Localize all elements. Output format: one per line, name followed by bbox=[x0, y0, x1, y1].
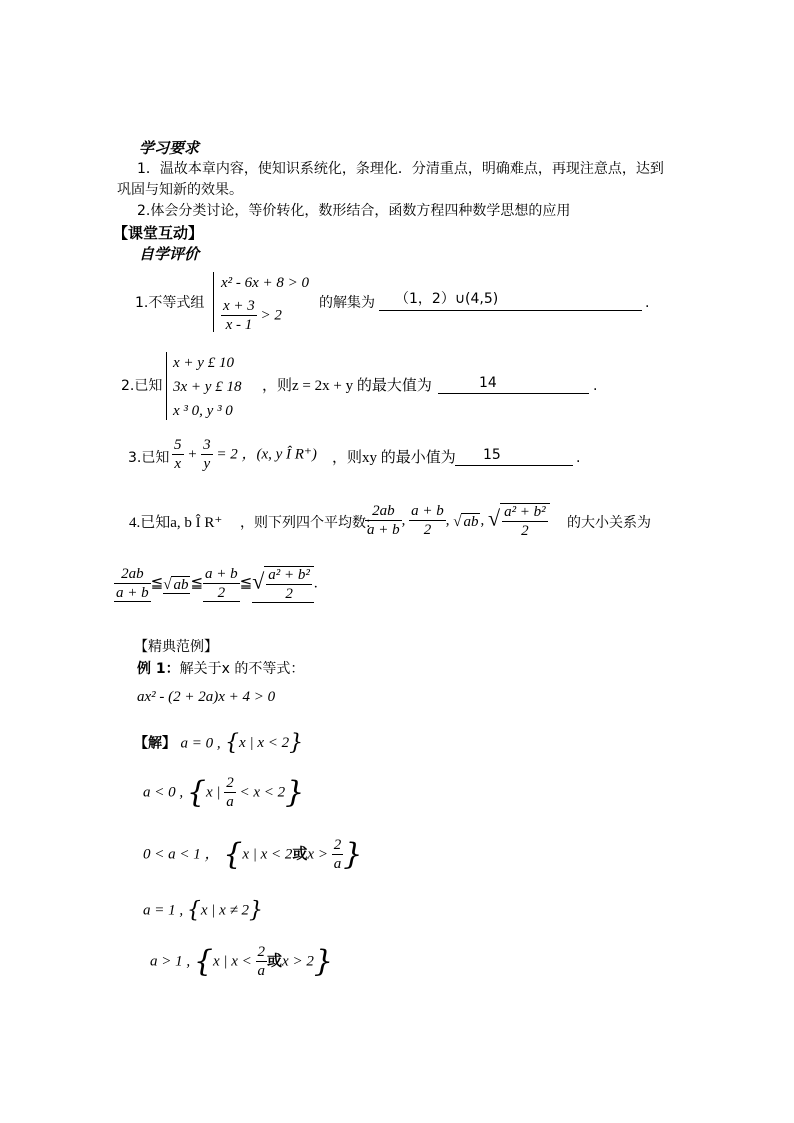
requirement-2: 2.体会分类讨论，等价转化，数形结合，函数方程四种数学思想的应用 bbox=[137, 203, 571, 219]
q1-greater-than-2: > 2 bbox=[260, 307, 282, 324]
q4-means-list: $\frac{2ab}{a + b}$ , $\frac{a + b}{2}$ , √ ab , √ $\frac{\text{a² + b²}}{2}$ bbox=[365, 503, 550, 539]
q3-plus: + bbox=[187, 446, 198, 463]
case-1-set-content: x | x < 2 bbox=[239, 735, 290, 752]
q1-answer: （1，2）∪(4,5) bbox=[395, 291, 499, 307]
q4-ans-harmonic-numerator: 2ab bbox=[114, 567, 151, 584]
q1-inequality-1: x² - 6x + 8 > 0 bbox=[221, 275, 310, 291]
q4-answer-end: . bbox=[313, 575, 318, 592]
solution bbox=[134, 733, 303, 755]
q3-answer: 15 bbox=[483, 447, 501, 463]
q4-harmonic-numerator: 2ab bbox=[365, 504, 402, 521]
q1-fraction-denominator: x - 1 bbox=[225, 317, 253, 333]
case-5-denominator: a bbox=[257, 963, 266, 979]
case-2-numerator: 2 bbox=[226, 775, 234, 791]
case-1-set: {x | x < 2} bbox=[225, 731, 304, 756]
q4-arithmetic-numerator: a + b bbox=[411, 503, 444, 519]
q4-quadratic-numerator: a² + b² bbox=[504, 504, 546, 520]
q2-system-brace bbox=[166, 352, 167, 420]
case-3-set-mid: x > bbox=[307, 846, 328, 863]
q4-suffix: 的大小关系为 bbox=[567, 515, 651, 531]
q4-mid-text: ，则下列四个平均数: bbox=[240, 515, 371, 531]
q4-prefix: 4.已知a, b Î R⁺ bbox=[129, 515, 223, 531]
q4-geometric-radicand: ab bbox=[463, 513, 479, 530]
case-3-or: 或 bbox=[292, 844, 308, 863]
case-5-set-right: x > 2 bbox=[282, 953, 314, 970]
q3-f2-numerator: 3 bbox=[203, 437, 211, 453]
section-title-examples: 【精典范例】 bbox=[134, 639, 218, 655]
q4-leq-2: ≦ bbox=[190, 575, 204, 592]
case-2-set-right: < x < 2 bbox=[239, 784, 286, 801]
q3-mid-text: ，则xy 的最小值为 bbox=[332, 450, 456, 466]
case-3: 0 < a < 1 ， {x | x < 2或x > $\frac{2}{a}$ } bbox=[143, 837, 363, 872]
q3-end: . bbox=[576, 450, 581, 466]
q4-leq-1: ≦ bbox=[150, 575, 164, 592]
q4-ans-arithmetic-denominator: 2 bbox=[217, 585, 226, 601]
q2-end: . bbox=[593, 378, 598, 394]
case-1-condition: a = 0 , bbox=[180, 735, 221, 752]
q2-prefix: 2.已知 bbox=[121, 378, 163, 394]
case-2-set-left: x | bbox=[205, 784, 221, 801]
case-3-denominator: a bbox=[333, 856, 342, 872]
q3-expression bbox=[172, 438, 317, 472]
q2-row-3: x ³ 0, y ³ 0 bbox=[173, 403, 233, 419]
q3-f2-denominator: y bbox=[203, 456, 211, 472]
case-3-condition: 0 < a < 1 ， bbox=[143, 846, 220, 863]
q3-f1-denominator: x bbox=[174, 456, 182, 472]
q4-leq-3: ≦ bbox=[239, 575, 253, 592]
q4-ans-quadratic-numerator: a² + b² bbox=[268, 567, 310, 583]
requirement-1-line-1: 1．温故本章内容，使知识系统化，条理化．分清重点，明确难点，再现注意点，达到 bbox=[137, 161, 664, 177]
case-2-denominator: a bbox=[226, 794, 234, 810]
q1-system-brace bbox=[213, 272, 214, 332]
example-1-text: 解关于x 的不等式： bbox=[179, 661, 305, 677]
case-5-condition: a > 1 , bbox=[150, 953, 191, 970]
q4-arithmetic-denominator: 2 bbox=[423, 522, 432, 538]
q1-end: . bbox=[645, 295, 650, 311]
example-1-label: 例 1： bbox=[137, 661, 180, 677]
q3-prefix: 3.已知 bbox=[128, 450, 170, 466]
case-2-condition: a < 0 , bbox=[143, 784, 184, 801]
q4-ans-arithmetic-numerator: a + b bbox=[205, 566, 238, 582]
q1-fraction-numerator: x + 3 bbox=[223, 298, 255, 314]
q3-answer-blank bbox=[455, 449, 573, 466]
solution-label: 【解】 bbox=[134, 735, 176, 752]
case-5-or: 或 bbox=[267, 951, 283, 970]
q1-answer-blank bbox=[379, 291, 642, 311]
q1-inequality-2 bbox=[221, 299, 282, 333]
section-title-self-evaluation: 自学评价 bbox=[139, 245, 200, 263]
q1-prefix: 1.不等式组 bbox=[135, 295, 205, 311]
requirement-1-line-2: 巩固与知新的效果。 bbox=[117, 182, 243, 198]
q2-answer: 14 bbox=[479, 375, 497, 391]
section-title-classroom: 【课堂互动】 bbox=[113, 224, 204, 242]
case-4-set: x | x ≠ 2 bbox=[200, 902, 250, 919]
case-5-numerator: 2 bbox=[257, 944, 266, 960]
q2-row-2: 3x + y £ 18 bbox=[173, 379, 242, 395]
q2-mid-text: ，则z = 2x + y 的最大值为 bbox=[262, 378, 432, 394]
example-1-inequality: ax² - (2 + 2a)x + 4 > 0 bbox=[137, 689, 276, 705]
q3-equation-condition: = 2 ，(x, y Î R⁺) bbox=[216, 446, 317, 463]
q2-answer-blank bbox=[438, 377, 589, 394]
q4-ans-harmonic-denominator: a + b bbox=[116, 585, 149, 601]
q3-f1-numerator: 5 bbox=[174, 437, 182, 453]
example-1-heading bbox=[137, 662, 304, 676]
q4-answer-chain: $\frac{2ab}{a + b}$ ≦√ ab ≦ $\frac{a + b}{2}$ ≦√ $\frac{\text{a² + b²}}{2}$ . bbox=[116, 566, 318, 602]
q1-mid-text: 的解集为 bbox=[319, 295, 375, 311]
case-5: a > 1 , {x | x < $\frac{2}{a}$ 或x > 2} bbox=[150, 944, 333, 979]
case-3-numerator: 2 bbox=[333, 837, 342, 853]
q4-ans-quadratic-denominator: 2 bbox=[285, 586, 293, 602]
case-5-set-left: x | x < bbox=[212, 953, 252, 970]
case-4: a = 1 , {x | x ≠ 2} bbox=[143, 898, 264, 923]
q4-ans-geometric-radicand: ab bbox=[173, 576, 189, 593]
q4-harmonic-denominator: a + b bbox=[367, 522, 400, 538]
q4-quadratic-denominator: 2 bbox=[521, 523, 529, 539]
case-4-condition: a = 1 , bbox=[143, 902, 184, 919]
case-2: a < 0 , {x | $\frac{2}{a}$ < x < 2} bbox=[143, 775, 305, 810]
case-3-set-left: x | x < 2 bbox=[242, 846, 293, 863]
q2-row-1: x + y £ 10 bbox=[173, 355, 234, 371]
section-title-learning-requirements: 学习要求 bbox=[139, 139, 200, 157]
